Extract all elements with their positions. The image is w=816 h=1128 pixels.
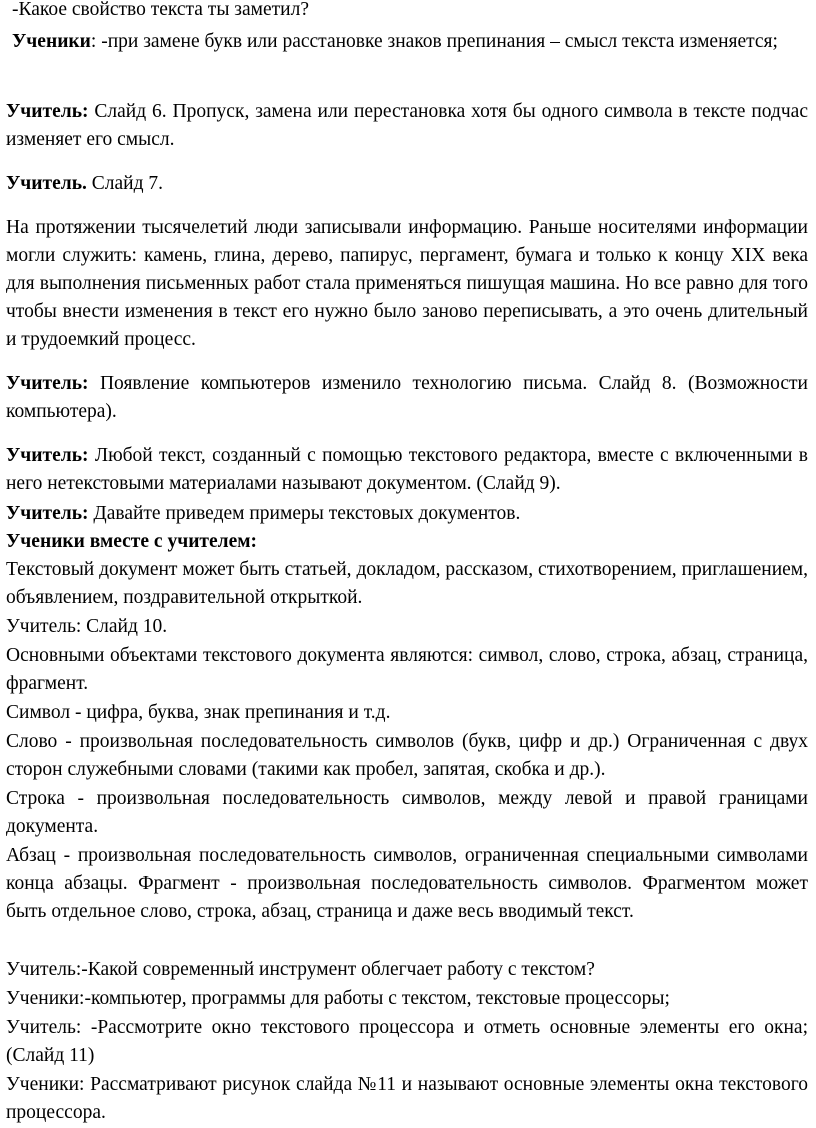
speaker-label: Учитель. xyxy=(6,173,87,194)
speaker-label: Учитель: xyxy=(6,445,89,466)
paragraph-document-examples: Текстовый документ может быть статьей, докладом, рассказом, стихотворением, приглашением, объявлением, поздравительной открыткой. xyxy=(6,559,808,608)
paragraph-line-definition: Строка - произвольная последовательность символов, между левой и правой границами документа. xyxy=(6,788,808,837)
speaker-label: Учитель: xyxy=(6,503,89,524)
paragraph-teacher-examples: Учитель: Давайте приведем примеры текстовых документов. xyxy=(6,503,521,524)
paragraph-students-with-teacher xyxy=(6,528,808,556)
paragraph-teacher-slide11: Учитель: -Рассмотрите окно текстового процессора и отметь основные элементы его окна;(Слайд 11) xyxy=(6,1017,808,1066)
paragraph-teacher-slide10: Учитель: Слайд 10. xyxy=(6,616,168,637)
paragraph-students-slide11: Ученики: Рассматривают рисунок слайда №11 и называют основные элементы окна текстового процессора. xyxy=(6,1074,808,1123)
speaker-label: Учитель: xyxy=(6,101,89,122)
paragraph-symbol-definition: Символ - цифра, буква, знак препинания и т.д. xyxy=(6,702,391,723)
speaker-label: Учитель: xyxy=(6,373,89,394)
paragraph-teacher-slide9: Учитель: Любой текст, созданный с помощью текстового редактора, вместе с включенными в него нетекстовыми материалами называют документом. (Слайд 9). xyxy=(6,445,808,494)
paragraph-teacher-slide7: Учитель. Слайд 7. xyxy=(6,173,164,194)
paragraph-word-definition: Слово - произвольная последовательность символов (букв, цифр и др.) Ограниченная с двух сторон служебными словами (такими как пробел, запятая, скобка и др.). xyxy=(6,731,808,780)
paragraph-students-tool-answer: Ученики:-компьютер, программы для работы с текстом, текстовые процессоры; xyxy=(6,988,670,1009)
paragraph-question: -Какое свойство текста ты заметил? xyxy=(12,0,309,20)
paragraph-history: На протяжении тысячелетий люди записывали информацию. Раньше носителями информации могли служить: камень, глина, дерево, папирус, пергамент, бумага и только к концу XIX века для выполнения письменных работ стала применяться пишущая машина. Но все равно для того чтобы внести изменения в текст его нужно было заново переписывать, а это очень длительный и трудоемкий процесс. xyxy=(6,217,808,350)
paragraph-teacher-slide6: Учитель: Слайд 6. Пропуск, замена или перестановка хотя бы одного символа в тексте подчас изменяет его смысл. xyxy=(6,101,808,150)
paragraph-main-objects: Основными объектами текстового документа являются: символ, слово, строка, абзац, страница, фрагмент. xyxy=(6,645,808,694)
speaker-label: Ученики xyxy=(12,31,91,52)
paragraph-teacher-tool-question: Учитель:-Какой современный инструмент облегчает работу с текстом? xyxy=(6,959,595,980)
speaker-label: Ученики вместе с учителем: xyxy=(6,531,258,552)
paragraph-teacher-slide8: Учитель: Появление компьютеров изменило технологию письма. Слайд 8. (Возможности компьютера). xyxy=(6,373,808,422)
paragraph-students-answer: Ученики: -при замене букв или расстановке знаков препинания – смысл текста изменяется; xyxy=(12,31,778,52)
paragraph-paragraph-definition: Абзац - произвольная последовательность символов, ограниченная специальными символами конца абзацы. Фрагмент - произвольная последовательность символов. Фрагментом может быть отдельное слово, строка, абзац, страница и даже весь вводимый текст. xyxy=(6,845,808,922)
